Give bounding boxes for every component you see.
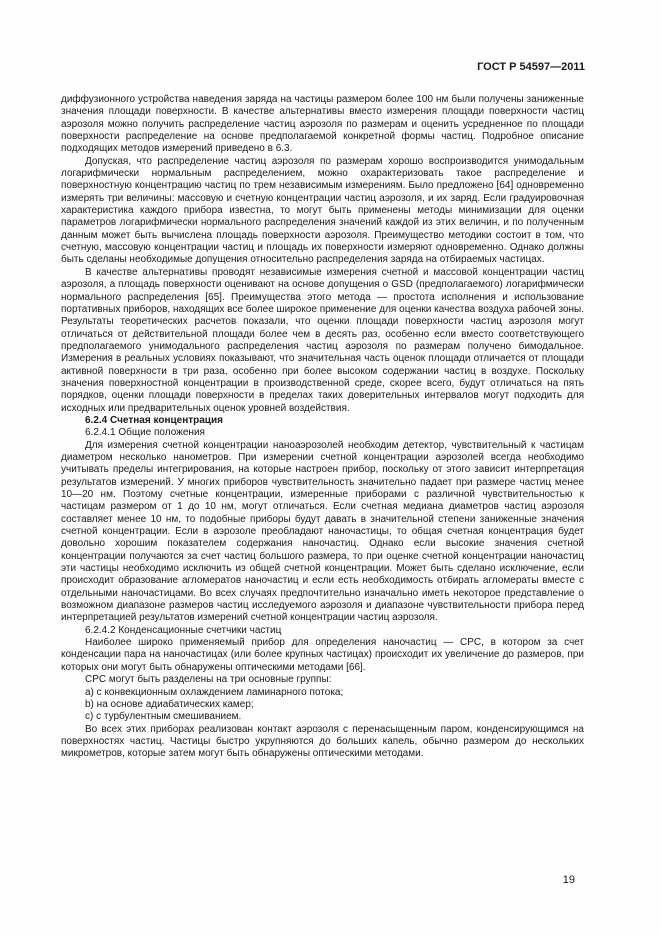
paragraph: Для измерения счетной концентрации наноаэрозолей необходим детектор, чувствительный к частицам диаметром несколько нанометров. При измерении счетной концентрации аэрозолей всегда необходимо учитывать пределы интегрирования, на которые настроен прибор, поскольку от этого зависит интерпретация результатов измерений. У многих приборов чувствительность значительно падает при размере частиц менее 10—20 нм. Поэтому счетные концентрации, измеренные приборами с различной чувствительностью к частицам размером от 1 до 10 нм, могут отличаться. Если счетная медиана диаметров частиц аэрозоля составляет менее 10 нм, то подобные приборы будут давать в значительной степени заниженные значения счетной концентрации. Если в аэрозоле преобладают наночастицы, то общая счетная концентрация будет довольно хорошим показателем содержания наночастиц. Однако если высокие значения счетной концентрации получаются за счет частиц большого размера, то при оценке счетной концентрации наночастиц эти частицы необходимо исключить из общей счетной концентрации. Может быть сделано исключение, если происходит образование агломератов наночастиц и если есть необходимость отбирать агломераты вместе с отдельными наночастицами. Во всех случаях предпочтительно изначально иметь некоторое представление о возможном диапазоне размеров частиц исследуемого аэрозоля и диапазоне чувствительности прибора перед интерпретацией результатов измерений счетной концентрации частиц аэрозоля. [61,439,584,624]
paragraph: В качестве альтернативы проводят независимые измерения счетной и массовой концентрации частиц аэрозоля, а площадь поверхности оценивают на основе допущения о GSD (предполагаемого) логарифмически нормального распределения [65]. Преимущества этого метода — простота исполнения и использование портативных приборов, находящих все более широкое применение для оценки качества воздуха рабочей зоны. Результаты теоретических расчетов показали, что оценки площади поверхности частиц аэрозоля могут отличаться от действительной площади более чем в десять раз, особенно если вместо соответствующего предполагаемого унимодального распределения частиц аэрозоля по размерам получено бимодальное. Измерения в реальных условиях показывают, что значительная часть оценок площади отличается от площади активной поверхности в три раза, особенно при более высоком содержании частиц в воздухе. Поскольку значения поверхностной концентрации в производственной среде, скорее всего, будут отличаться на пять порядков, оценки площади поверхности в пределах таких доверительных интервалов могут подходить для исходных или предварительных оценок уровней воздействия. [61,266,584,414]
paragraph-continuation: диффузионного устройства наведения заряда на частицы размером более 100 нм были получены заниженные значения площади поверхности. В качестве альтернативы вместо измерения площади поверхности частиц аэрозоля можно получить распределение частиц аэрозоля по размерам и оценить усредненное по площади поверхности распределение на основе предполагаемой конкретной формы частиц. Подробное описание подходящих методов измерений приведено в 6.3. [61,94,584,155]
document-header: ГОСТ Р 54597—2011 [477,61,585,73]
subsection-heading: 6.2.4.1 Общие положения [85,427,205,439]
list-item: a) с конвекционным охлаждением ламинарного потока; [85,686,344,698]
paragraph: Допуская, что распределение частиц аэрозоля по размерам хорошо воспроизводится унимодальным логарифмически нормальным распределением, можно охарактеризовать такое распределение и поверхностную концентрацию частиц по трем независимым измерениям. Было предложено [64] одновременно измерять три величины: массовую и счетную концентрации частиц аэрозоля, и их заряд. Если градуировочная характеристика каждого прибора известна, то могут быть применены методы минимизации для оценки параметров логарифмически нормального распределения значений каждой из этих величин, и по полученным данным может быть вычислена площадь поверхности аэрозоля. Преимущество методики состоит в том, что счетную, массовую концентрации частиц и площадь их поверхности измеряют одновременно. Однако должны быть сделаны необходимые допущения относительно распределения заряда на отбираемых частицах. [61,155,584,266]
paragraph: Наиболее широко применяемый прибор для определения наночастиц — CPC, в котором за счет конденсации пара на наночастицах (или более крупных частицах) происходит их увеличение до размеров, при которых они могут быть обнаружены оптическими методами [66]. [61,637,584,673]
list-item: b) на основе адиабатических камер; [85,698,254,710]
section-heading: 6.2.4 Счетная концентрация [85,414,223,426]
document-body [61,94,584,761]
paragraph: Во всех этих приборах реализован контакт аэрозоля с перенасыщенным паром, конденсирующимся на поверхностях частиц. Частицы быстро укрупняются до больших капель, обычно размером до нескольких микрометров, которые затем могут быть обнаружены оптическими методами. [61,723,584,760]
page-number: 19 [562,874,575,886]
paragraph: CPC могут быть разделены на три основные группы: [85,674,332,686]
subsection-heading: 6.2.4.2 Конденсационные счетчики частиц [85,624,282,636]
list-item: c) с турбулентным смешиванием. [85,711,242,723]
